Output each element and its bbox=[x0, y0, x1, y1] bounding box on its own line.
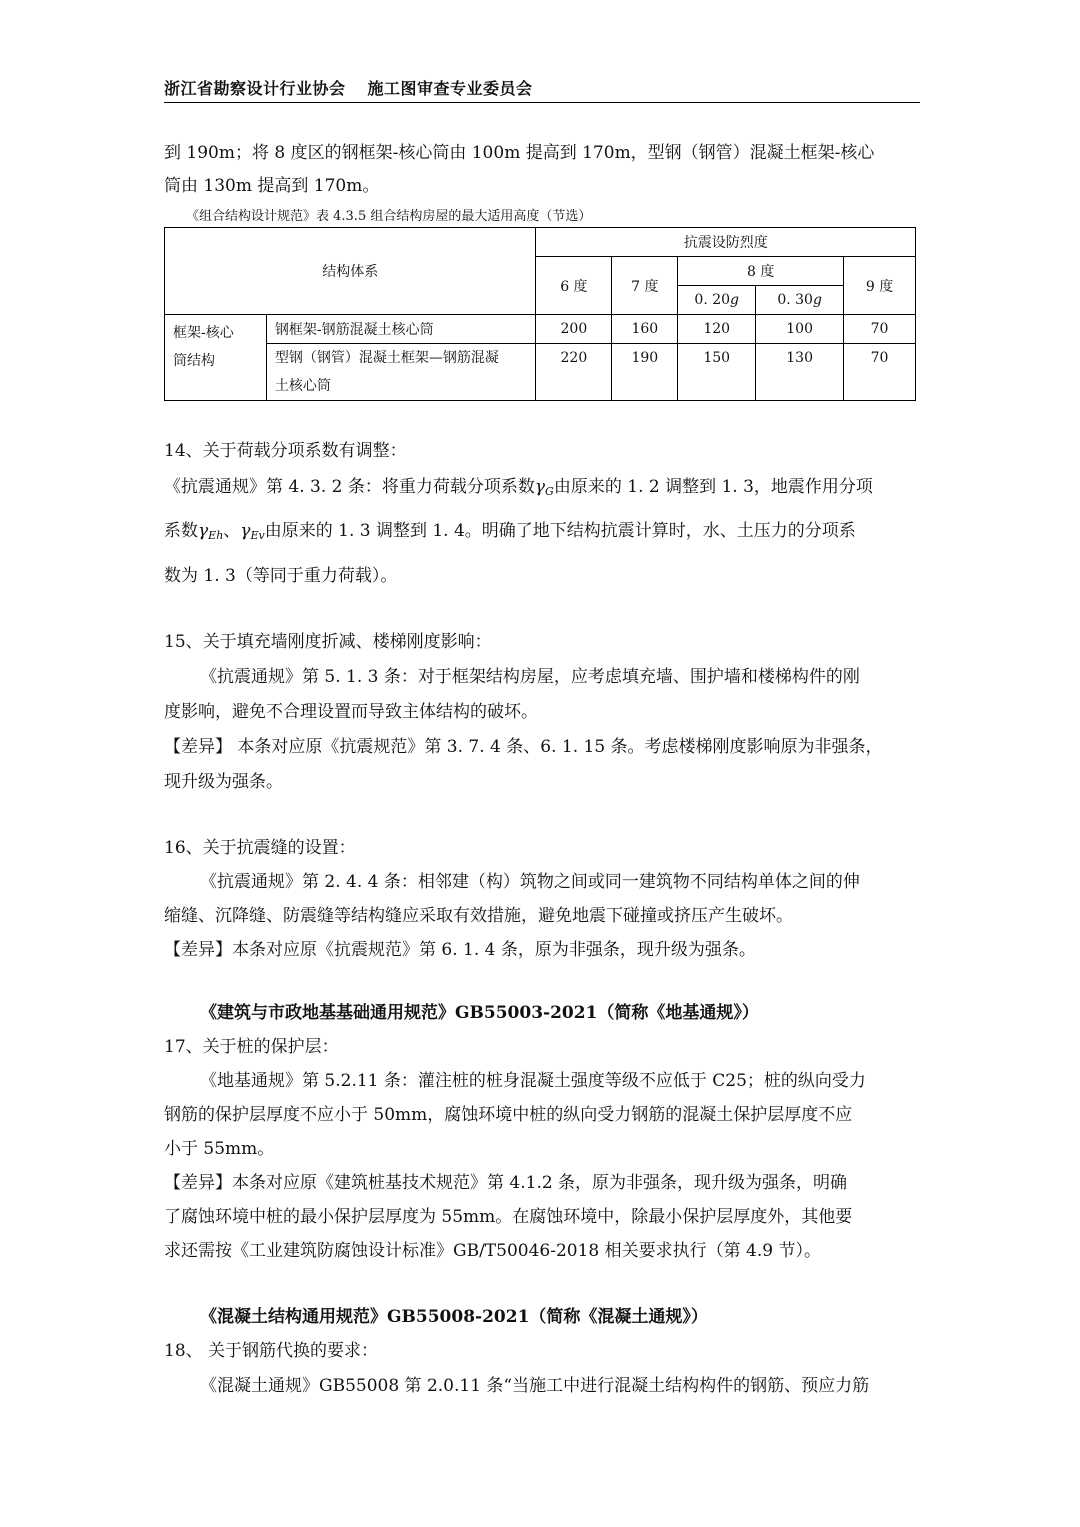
row-value-8b: 100 bbox=[756, 315, 844, 344]
header-degree-9: 9 度 bbox=[844, 257, 916, 315]
header-structure-system: 结构体系 bbox=[165, 228, 536, 315]
group-cell: 框架-核心 筒结构 bbox=[165, 315, 267, 401]
row-value-7: 190 bbox=[612, 344, 678, 401]
s16-line-3: 【差异】本条对应原《抗震规范》第 6. 1. 4 条，原为非强条，现升级为强条。 bbox=[164, 940, 756, 960]
row-value-8a: 150 bbox=[678, 344, 756, 401]
s14-line-1: 《抗震通规》第 4. 3. 2 条：将重力荷载分项系数$\gamma_G$由原来的 1. 2 调整到 1. 3，地震作用分项 bbox=[164, 477, 873, 498]
s15-line-3: 【差异】 本条对应原《抗震规范》第 3. 7. 4 条、6. 1. 15 条。考虑楼梯刚度影响原为非强条， bbox=[164, 737, 883, 757]
s17-line-5: 了腐蚀环境中桩的最小保护层厚度为 55mm。在腐蚀环境中，除最小保护层厚度外，其他要 bbox=[164, 1207, 853, 1227]
row-value-6: 200 bbox=[536, 315, 612, 344]
row-name: 型钢（钢管）混凝土框架—钢筋混凝 土核心筒 bbox=[266, 344, 536, 401]
s15-line-2: 度影响，避免不合理设置而导致主体结构的破坏。 bbox=[164, 702, 538, 722]
s17-line-4: 【差异】本条对应原《建筑桩基技术规范》第 4.1.2 条，原为非强条，现升级为强条，明确 bbox=[164, 1173, 848, 1193]
row-value-7: 160 bbox=[612, 315, 678, 344]
intro-line-2: 筒由 130m 提高到 170m。 bbox=[164, 176, 380, 196]
row-value-6: 220 bbox=[536, 344, 612, 401]
header-degree-6: 6 度 bbox=[536, 257, 612, 315]
s15-line-4: 现升级为强条。 bbox=[164, 772, 283, 792]
s14-line-3: 数为 1. 3（等同于重力荷载）。 bbox=[164, 566, 398, 586]
row-value-8a: 120 bbox=[678, 315, 756, 344]
s16-line-2: 缩缝、沉降缝、防震缝等结构缝应采取有效措施，避免地震下碰撞或挤压产生破坏。 bbox=[164, 906, 793, 926]
heading-concrete-code: 《混凝土结构通用规范》GB55008-2021（简称《混凝土通规》） bbox=[200, 1307, 708, 1327]
header-seismic-intensity: 抗震设防烈度 bbox=[536, 228, 916, 257]
s14-title: 14、关于荷载分项系数有调整： bbox=[164, 441, 407, 461]
table-row bbox=[165, 344, 916, 401]
row-value-9: 70 bbox=[844, 344, 916, 401]
s18-line-1: 《混凝土通规》GB55008 第 2.0.11 条“当施工中进行混凝土结构构件的钢筋、预应力筋 bbox=[200, 1376, 870, 1396]
header-degree-7: 7 度 bbox=[612, 257, 678, 315]
table-row bbox=[165, 315, 916, 344]
s16-title: 16、关于抗震缝的设置： bbox=[164, 838, 356, 858]
height-limit-table bbox=[164, 227, 916, 401]
header-accel-020: 0. 20g bbox=[678, 286, 756, 315]
s16-line-1: 《抗震通规》第 2. 4. 4 条：相邻建（构）筑物之间或同一建筑物不同结构单体之间的伸 bbox=[200, 872, 860, 892]
row-value-8b: 130 bbox=[756, 344, 844, 401]
s17-line-6: 求还需按《工业建筑防腐蚀设计标准》GB/T50046-2018 相关要求执行（第 4.9 节）。 bbox=[164, 1241, 821, 1261]
page-header bbox=[164, 76, 920, 103]
s17-title: 17、关于桩的保护层： bbox=[164, 1037, 339, 1057]
table-caption: 《组合结构设计规范》表 4.3.5 组合结构房屋的最大适用高度（节选） bbox=[186, 209, 592, 224]
s17-line-3: 小于 55mm。 bbox=[164, 1139, 275, 1159]
header-committee: 施工图审查专业委员会 bbox=[367, 79, 533, 98]
s18-title: 18、 关于钢筋代换的要求： bbox=[164, 1341, 379, 1361]
s14-line-2: 系数$\gamma_{Eh}$、$\gamma_{Ev}$由原来的 1. 3 调整到 1. 4。明确了地下结构抗震计算时，水、土压力的分项系 bbox=[164, 521, 856, 542]
s17-line-2: 钢筋的保护层厚度不应小于 50mm，腐蚀环境中桩的纵向受力钢筋的混凝土保护层厚度不应 bbox=[164, 1105, 853, 1125]
heading-foundation-code: 《建筑与市政地基基础通用规范》GB55003-2021（简称《地基通规》） bbox=[200, 1003, 759, 1023]
header-org: 浙江省勘察设计行业协会 bbox=[164, 79, 346, 98]
header-accel-030: 0. 30g bbox=[756, 286, 844, 315]
row-name: 钢框架-钢筋混凝土核心筒 bbox=[266, 315, 536, 344]
s15-title: 15、关于填充墙刚度折减、楼梯刚度影响： bbox=[164, 632, 492, 652]
s15-line-1: 《抗震通规》第 5. 1. 3 条：对于框架结构房屋，应考虑填充墙、围护墙和楼梯构件的刚 bbox=[200, 667, 860, 687]
s17-line-1: 《地基通规》第 5.2.11 条：灌注桩的桩身混凝土强度等级不应低于 C25；桩的纵向受力 bbox=[200, 1071, 866, 1091]
row-value-9: 70 bbox=[844, 315, 916, 344]
header-degree-8: 8 度 bbox=[678, 257, 844, 286]
intro-line-1: 到 190m；将 8 度区的钢框架-核心筒由 100m 提高到 170m，型钢（钢管）混凝土框架-核心 bbox=[164, 143, 875, 163]
